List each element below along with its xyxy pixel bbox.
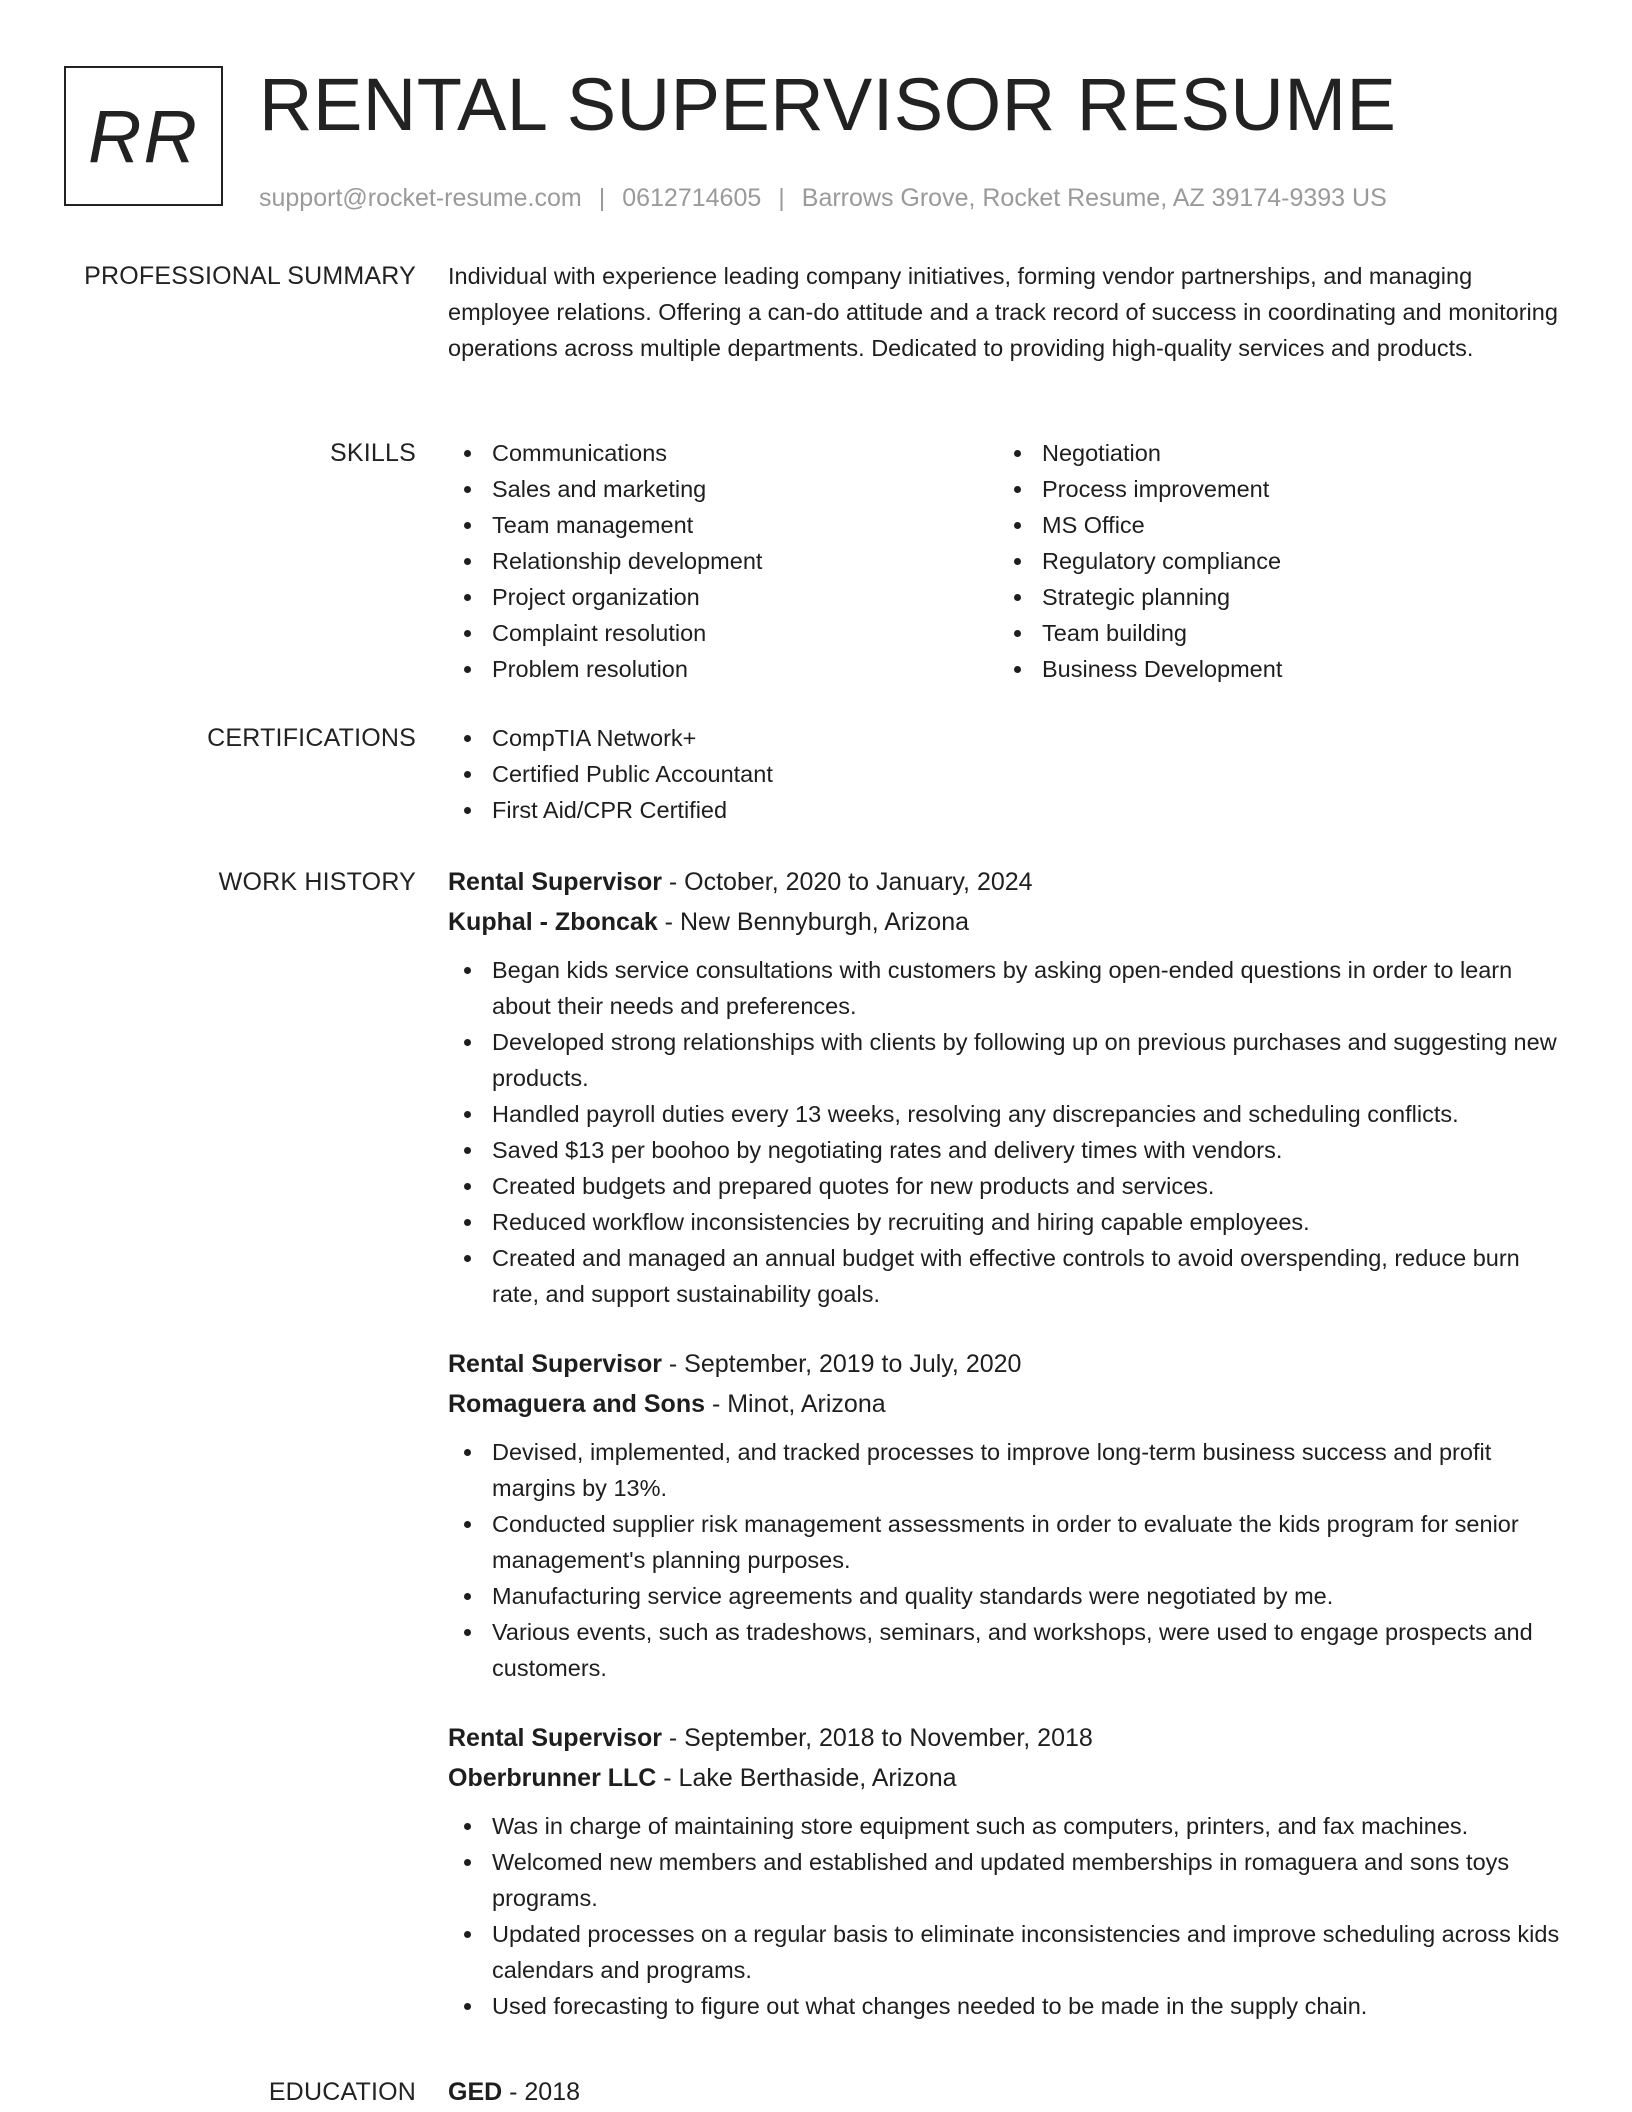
- certifications-section: [0, 720, 1632, 828]
- job-bullet: Began kids service consultations with customers by asking open-ended questions in order to learn about their needs and preferences.: [448, 952, 1568, 1024]
- certifications-list: [448, 720, 1568, 828]
- contact-separator: |: [598, 184, 606, 212]
- job-company-line: [448, 1758, 1568, 1798]
- page-title: RENTAL SUPERVISOR RESUME: [259, 63, 1397, 146]
- contact-phone: 0612714605: [622, 184, 762, 212]
- header-text: [259, 63, 1397, 213]
- job-location: - Minot, Arizona: [705, 1390, 886, 1418]
- contact-separator: |: [778, 184, 785, 212]
- job-entry: [448, 862, 1568, 1312]
- certification-item: Certified Public Accountant: [448, 756, 1568, 792]
- work-history-body: [448, 862, 1568, 2056]
- certifications-heading: CERTIFICATIONS: [207, 724, 416, 752]
- job-entry: [448, 1344, 1568, 1686]
- education-section: [0, 2072, 1632, 2112]
- skill-item: Regulatory compliance: [998, 543, 1548, 579]
- job-location: - New Bennyburgh, Arizona: [657, 908, 970, 936]
- job-title-line: [448, 1344, 1568, 1384]
- resume-header: [64, 63, 1397, 213]
- job-role: Rental Supervisor: [448, 1350, 662, 1378]
- skills-column-right: [998, 435, 1548, 687]
- skill-item: Process improvement: [998, 471, 1548, 507]
- summary-heading: PROFESSIONAL SUMMARY: [84, 262, 416, 290]
- job-bullets: [448, 1808, 1568, 2024]
- education-degree: GED: [448, 2078, 503, 2106]
- skill-item: Problem resolution: [448, 651, 998, 687]
- contact-line: [259, 184, 1396, 213]
- job-location: - Lake Berthaside, Arizona: [656, 1764, 957, 1792]
- certification-item: CompTIA Network+: [448, 720, 1568, 756]
- skill-item: Strategic planning: [998, 579, 1548, 615]
- job-bullet: Manufacturing service agreements and quality standards were negotiated by me.: [448, 1578, 1568, 1614]
- skill-item: Negotiation: [998, 435, 1548, 471]
- summary-text: Individual with experience leading company initiatives, forming vendor partnerships, and managing employee relations. Offering a can-do attitude and a track record of success in coordinating and monitoring operations across multiple departments. Dedicated to providing high-quality services and products.: [448, 263, 1558, 361]
- education-heading: EDUCATION: [268, 2078, 416, 2106]
- work-history-section: [0, 862, 1632, 2056]
- certification-item: First Aid/CPR Certified: [448, 792, 1568, 828]
- job-bullet: Updated processes on a regular basis to eliminate inconsistencies and improve scheduling across kids calendars and programs.: [448, 1916, 1568, 1988]
- job-bullet: Reduced workflow inconsistencies by recruiting and hiring capable employees.: [448, 1204, 1568, 1240]
- job-bullet: Conducted supplier risk management assessments in order to evaluate the kids program for senior management's planning purposes.: [448, 1506, 1568, 1578]
- job-bullet: Various events, such as tradeshows, seminars, and workshops, were used to engage prospects and customers.: [448, 1614, 1568, 1686]
- job-bullet: Created budgets and prepared quotes for new products and services.: [448, 1168, 1568, 1204]
- skill-item: MS Office: [998, 507, 1548, 543]
- job-bullets: [448, 952, 1568, 1312]
- job-bullet: Used forecasting to figure out what changes needed to be made in the supply chain.: [448, 1988, 1568, 2024]
- job-title-line: [448, 1718, 1568, 1758]
- skill-item: Team management: [448, 507, 998, 543]
- education-line: [448, 2072, 1568, 2112]
- job-company-line: [448, 1384, 1568, 1424]
- skill-item: Project organization: [448, 579, 998, 615]
- certifications-body: [448, 720, 1568, 828]
- skills-heading: SKILLS: [330, 439, 416, 467]
- education-body: [448, 2072, 1568, 2112]
- job-bullet: Welcomed new members and established and updated memberships in romaguera and sons toys programs.: [448, 1844, 1568, 1916]
- skills-list: [448, 435, 1568, 687]
- skill-item: Sales and marketing: [448, 471, 998, 507]
- skills-section: [0, 435, 1632, 687]
- job-dates: - October, 2020 to January, 2024: [661, 868, 1033, 896]
- job-bullet: Saved $13 per boohoo by negotiating rates and delivery times with vendors.: [448, 1132, 1568, 1168]
- job-role: Rental Supervisor: [448, 1724, 662, 1752]
- job-company: Kuphal - Zboncak: [448, 908, 658, 936]
- job-title-line: [448, 862, 1568, 902]
- job-company: Oberbrunner LLC: [448, 1764, 657, 1792]
- skill-item: Communications: [448, 435, 998, 471]
- job-entry: [448, 1718, 1568, 2024]
- skill-item: Complaint resolution: [448, 615, 998, 651]
- job-company-line: [448, 902, 1568, 942]
- job-bullet: Was in charge of maintaining store equipment such as computers, printers, and fax machines.: [448, 1808, 1568, 1844]
- summary-section: [0, 258, 1632, 366]
- monogram-logo: RR: [64, 66, 223, 206]
- skill-item: Business Development: [998, 651, 1548, 687]
- job-bullets: [448, 1434, 1568, 1686]
- job-bullet: Created and managed an annual budget with effective controls to avoid overspending, reduce burn rate, and support sustainability goals.: [448, 1240, 1568, 1312]
- job-bullet: Handled payroll duties every 13 weeks, resolving any discrepancies and scheduling conflicts.: [448, 1096, 1568, 1132]
- contact-email: support@rocket-resume.com: [259, 184, 582, 212]
- skill-item: Relationship development: [448, 543, 998, 579]
- job-dates: - September, 2018 to November, 2018: [661, 1724, 1093, 1752]
- job-company: Romaguera and Sons: [448, 1390, 705, 1418]
- job-bullet: Developed strong relationships with clients by following up on previous purchases and suggesting new products.: [448, 1024, 1568, 1096]
- skills-column-left: [448, 435, 998, 687]
- education-year: - 2018: [502, 2078, 581, 2106]
- skill-item: Team building: [998, 615, 1548, 651]
- work-history-heading: WORK HISTORY: [218, 868, 416, 896]
- contact-address: Barrows Grove, Rocket Resume, AZ 39174-9393 US: [801, 184, 1387, 212]
- job-role: Rental Supervisor: [448, 868, 662, 896]
- job-bullet: Devised, implemented, and tracked processes to improve long-term business success and profit margins by 13%.: [448, 1434, 1568, 1506]
- job-dates: - September, 2019 to July, 2020: [661, 1350, 1022, 1378]
